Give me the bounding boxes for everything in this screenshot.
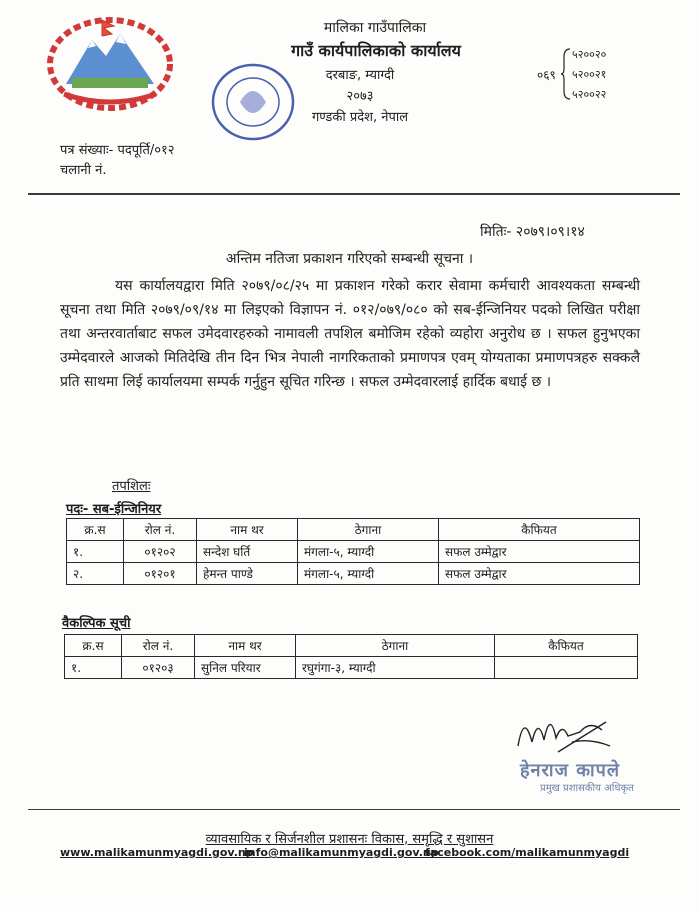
- cell-roll: ०१२०१: [124, 563, 197, 585]
- facebook-link[interactable]: facebook.com/malikamunmyagdi: [425, 846, 630, 859]
- details-heading: तपशिलः: [112, 479, 151, 494]
- post-label: पदः- सब-ईन्जिनियर: [66, 502, 162, 517]
- col-address: ठेगाना: [296, 635, 495, 657]
- col-remarks: कैफियत: [439, 519, 640, 541]
- cell-name: सन्देश घर्ति: [197, 541, 298, 563]
- letter-subject: अन्तिम नतिजा प्रकाशन गरिएको सम्बन्धी सूचना ।: [225, 251, 474, 267]
- footer-divider: [28, 809, 680, 810]
- alternates-table: [64, 634, 638, 679]
- website-link[interactable]: www.malikamunmyagdi.gov.np: [60, 846, 254, 859]
- dispatch-number: चलानी नं.: [60, 163, 107, 178]
- col-serial: क्र.स: [65, 635, 122, 657]
- nepal-emblem-logo: [44, 12, 176, 112]
- municipality-name: मालिका गाउँपालिका: [323, 20, 427, 36]
- table-row: [65, 657, 638, 679]
- letter-date: मितिः- २०७९।०९।१४: [480, 224, 585, 240]
- phone-area-code: ०६९: [537, 68, 556, 82]
- signatory-title: प्रमुख प्रशासकीय अधिकृत: [540, 783, 634, 794]
- cell-serial: १.: [67, 541, 124, 563]
- table-header-row: [67, 519, 640, 541]
- footer-slogan: व्यावसायिक र सिर्जनशील प्रशासनः विकास, समृद्धि र सुशासन: [205, 832, 494, 847]
- cell-serial: २.: [67, 563, 124, 585]
- col-roll: रोल नं.: [124, 519, 197, 541]
- phone-number: ५२००२२: [572, 88, 607, 101]
- cell-roll: ०१२०३: [122, 657, 195, 679]
- phone-number: ५२००२०: [572, 48, 607, 61]
- province-name: गण्डकी प्रदेश, नेपाल: [311, 110, 409, 125]
- email-link[interactable]: info@malikamunmyagdi.gov.np: [244, 846, 439, 859]
- col-name: नाम थर: [195, 635, 296, 657]
- cell-serial: १.: [65, 657, 122, 679]
- col-remarks: कैफियत: [495, 635, 638, 657]
- established-year: २०७३: [346, 89, 374, 104]
- col-serial: क्र.स: [67, 519, 124, 541]
- signatory-name: हेनराज कापले: [520, 760, 621, 781]
- cell-address: मंगला-५, म्याग्दी: [298, 541, 439, 563]
- cell-remarks: सफल उम्मेद्वार: [439, 541, 640, 563]
- handwritten-signature: [510, 702, 620, 758]
- cell-remarks: सफल उम्मेद्वार: [439, 563, 640, 585]
- letter-body: यस कार्यालयद्वारा मिति २०७९/०८/२५ मा प्रकाशन गरेको करार सेवामा कर्मचारी आवश्यकता सम्बन्धी सूचना तथा मिति २०७९/०९/१४ मा लिइएको विज्ञापन नं. ०१२/०७९/०८० को सब-ईन्जिनियर पदको लिखित परीक्षा तथा अन्तरवार्ताबाट सफल उमेदवारहरुको नामावली तपशिल बमोजिम रहेको व्यहोरा अनुरोध छ । सफल हुनुभएका उम्मेदवारले आजको मितिदेखि तीन दिन भित्र नेपाली नागरिकताको प्रमाणपत्र एवम् योग्यताका प्रमाणपत्रहरु सक्कलै प्रति साथमा लिई कार्यालयमा सम्पर्क गर्नुहुन सूचित गरिन्छ । सफल उम्मेदवारलाई हार्दिक बधाई छ ।: [60, 278, 640, 390]
- reference-number: पत्र संख्याः- पदपूर्ति/०१२: [60, 143, 175, 158]
- header-divider: [28, 193, 680, 195]
- results-table: [66, 518, 640, 585]
- cell-remarks: [495, 657, 638, 679]
- alternate-list-label: वैकल्पिक सूची: [62, 616, 131, 631]
- cell-name: हेमन्त पाण्डे: [197, 563, 298, 585]
- cell-name: सुनिल परियार: [195, 657, 296, 679]
- phone-number: ५२००२१: [572, 68, 607, 81]
- office-location: दरबाङ, म्याग्दी: [325, 68, 395, 83]
- cell-roll: ०१२०२: [124, 541, 197, 563]
- table-row: [67, 563, 640, 585]
- table-row: [67, 541, 640, 563]
- cell-address: रघुगंगा-३, म्याग्दी: [296, 657, 495, 679]
- cell-address: मंगला-५, म्याग्दी: [298, 563, 439, 585]
- office-seal-stamp: [208, 60, 298, 144]
- table-header-row: [65, 635, 638, 657]
- col-name: नाम थर: [197, 519, 298, 541]
- col-address: ठेगाना: [298, 519, 439, 541]
- col-roll: रोल नं.: [122, 635, 195, 657]
- brace-icon: [560, 47, 572, 101]
- office-title: गाउँ कार्यपालिकाको कार्यालय: [291, 41, 461, 60]
